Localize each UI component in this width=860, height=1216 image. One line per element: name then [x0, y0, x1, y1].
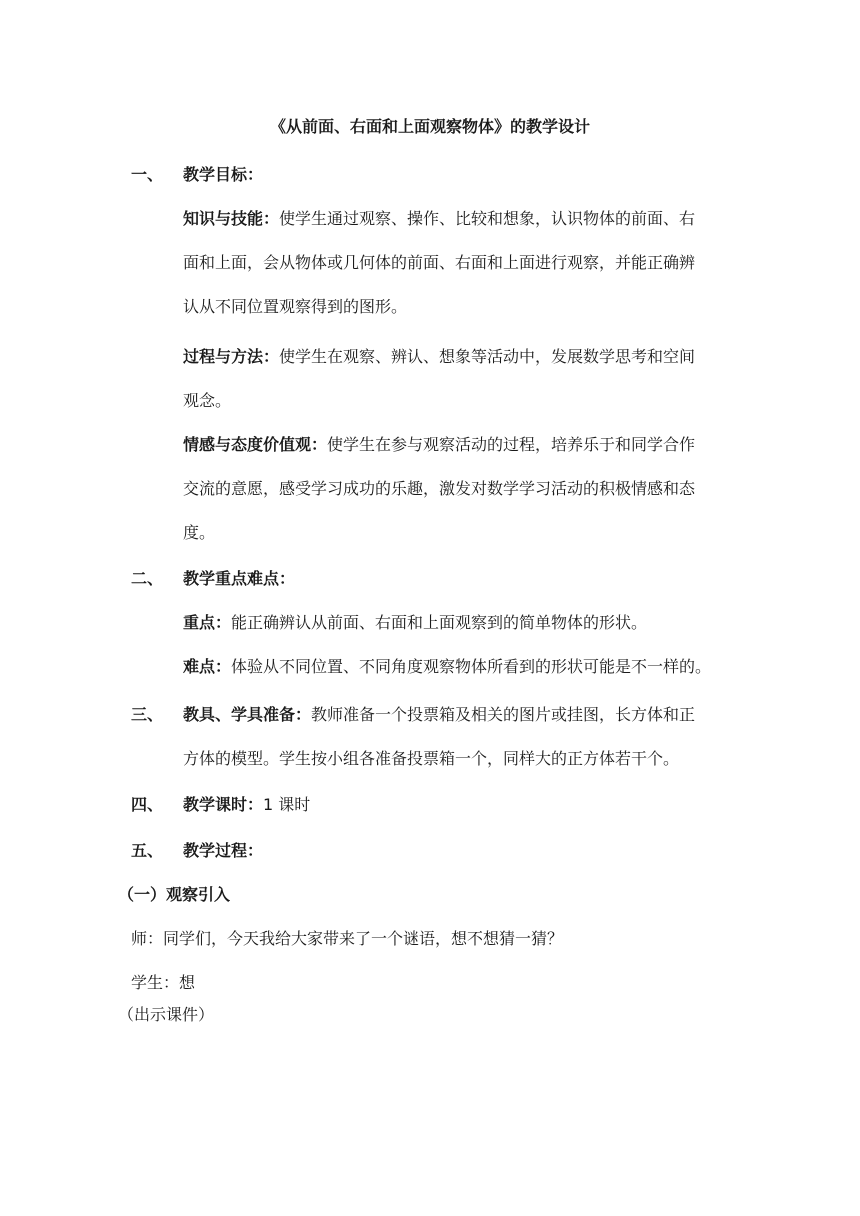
section-5-heading: [131, 840, 263, 862]
section-title: 教学过程：: [183, 841, 264, 860]
emotion-line-3: 度。: [183, 523, 216, 542]
section-number: 四、: [131, 795, 164, 814]
knowledge-line-2: 面和上面，会从物体或几何体的前面、右面和上面进行观察，并能正确辨: [183, 253, 696, 272]
process-text: 使学生在观察、辨认、想象等活动中，发展数学思考和空间: [279, 347, 696, 366]
subsection-heading: （一）观察引入: [118, 885, 231, 904]
knowledge-text: 使学生通过观察、操作、比较和想象，认识物体的前面、右: [279, 209, 696, 228]
section-3-text: 教师准备一个投票箱及相关的图片或挂图，长方体和正: [311, 705, 696, 724]
key-point-line: [183, 612, 647, 634]
knowledge-label: 知识与技能：: [183, 209, 280, 228]
section-3-line-1: [131, 704, 695, 726]
emotion-label: 情感与态度价值观：: [183, 435, 328, 454]
section-title: 教学课时：: [183, 795, 264, 814]
difficulty-line: [183, 656, 711, 678]
show-courseware-line: （出示课件）: [118, 1005, 215, 1024]
emotion-text: 使学生在参与观察活动的过程，培养乐于和同学合作: [327, 435, 696, 454]
section-title: 教学目标：: [183, 165, 264, 184]
section-title: 教学重点难点：: [183, 569, 296, 588]
emotion-line-1: [183, 434, 695, 456]
class-hours-text: 1 课时: [263, 795, 311, 814]
section-number: 二、: [131, 569, 164, 588]
section-number: 三、: [131, 705, 164, 724]
process-line-1: [183, 346, 695, 368]
section-number: 一、: [131, 165, 164, 184]
section-4-line: [131, 794, 310, 816]
emotion-line-2: 交流的意愿，感受学习成功的乐趣，激发对数学学习活动的积极情感和态: [183, 479, 696, 498]
student-line: 学生：想: [131, 973, 196, 992]
section-1-heading: [131, 164, 263, 186]
difficulty-label: 难点：: [183, 657, 232, 676]
section-title: 教具、学具准备：: [183, 705, 312, 724]
document-title: 《从前面、右面和上面观察物体》的教学设计: [269, 117, 590, 136]
key-point-label: 重点：: [183, 613, 232, 632]
teacher-line: 师：同学们，今天我给大家带来了一个谜语，想不想猜一猜？: [131, 929, 564, 948]
process-line-2: 观念。: [183, 391, 232, 410]
knowledge-line-1: [183, 208, 695, 230]
knowledge-line-3: 认从不同位置观察得到的图形。: [183, 297, 408, 316]
difficulty-text: 体验从不同位置、不同角度观察物体所看到的形状可能是不一样的。: [231, 657, 712, 676]
process-label: 过程与方法：: [183, 347, 280, 366]
section-number: 五、: [131, 841, 164, 860]
key-point-text: 能正确辨认从前面、右面和上面观察到的简单物体的形状。: [231, 613, 648, 632]
section-2-heading: [131, 568, 295, 590]
section-3-line-2: 方体的模型。学生按小组各准备投票箱一个，同样大的正方体若干个。: [183, 749, 680, 768]
